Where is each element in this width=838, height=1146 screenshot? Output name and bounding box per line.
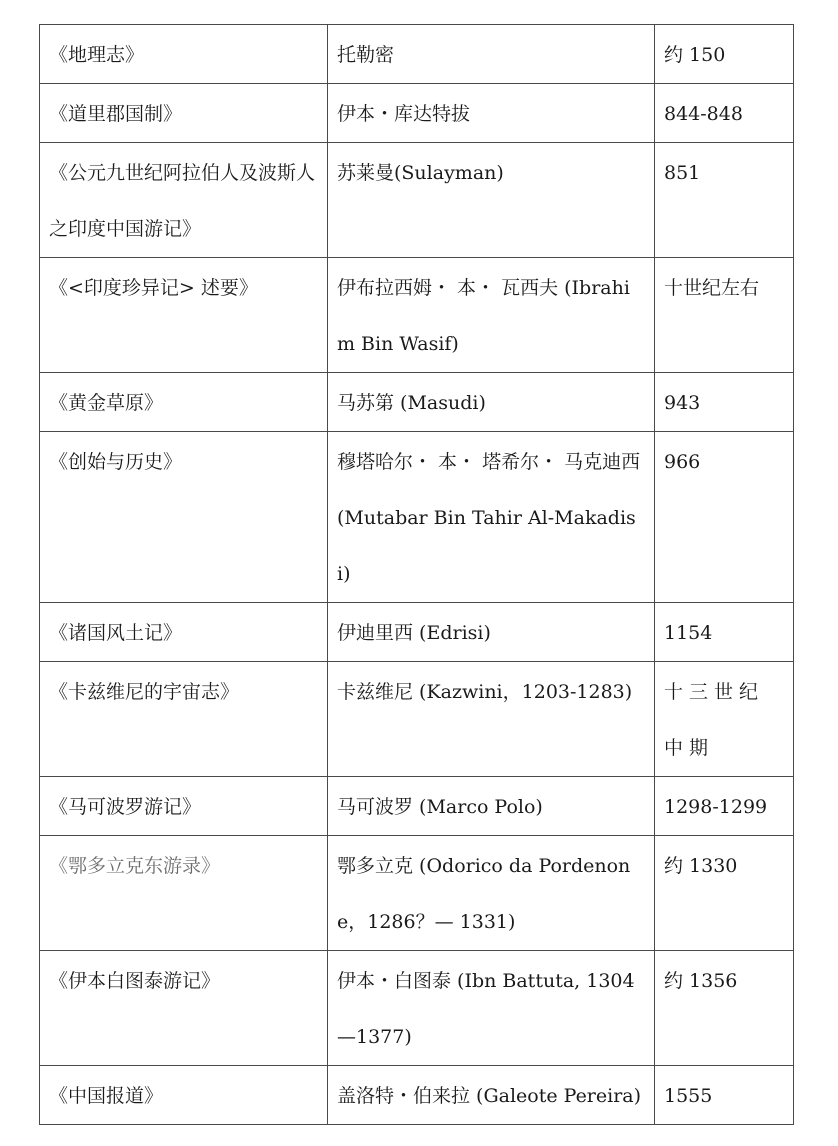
author-name: 伊本・白图泰 (Ibn Battuta, 1304—1377) bbox=[337, 970, 635, 1048]
work-title-cell bbox=[40, 258, 328, 373]
table-row bbox=[40, 1066, 794, 1125]
table-row bbox=[40, 777, 794, 836]
work-date: 约 1330 bbox=[664, 855, 738, 877]
work-title-cell bbox=[40, 84, 328, 143]
work-title: 《创始与历史》 bbox=[49, 451, 183, 473]
table-row bbox=[40, 603, 794, 662]
author-name: 苏莱曼(Sulayman) bbox=[337, 162, 504, 184]
date-cell bbox=[655, 603, 794, 662]
author-cell bbox=[328, 432, 655, 603]
author-cell bbox=[328, 951, 655, 1066]
author-cell bbox=[328, 1066, 655, 1125]
work-date: 1555 bbox=[664, 1085, 713, 1107]
date-cell bbox=[655, 258, 794, 373]
work-date: 1154 bbox=[664, 622, 713, 644]
work-title-cell bbox=[40, 432, 328, 603]
work-title: 《诸国风土记》 bbox=[49, 622, 183, 644]
work-date: 约 150 bbox=[664, 44, 726, 66]
author-cell bbox=[328, 603, 655, 662]
date-cell bbox=[655, 777, 794, 836]
date-cell bbox=[655, 25, 794, 84]
author-name: 鄂多立克 (Odorico da Pordenone，1286？— 1331) bbox=[337, 855, 631, 933]
author-name: 卡兹维尼 (Kazwini，1203-1283) bbox=[337, 681, 633, 703]
author-cell bbox=[328, 662, 655, 777]
date-cell bbox=[655, 84, 794, 143]
author-cell bbox=[328, 373, 655, 432]
author-name: 马苏第 (Masudi) bbox=[337, 392, 486, 414]
work-date: 十世纪左右 bbox=[664, 277, 760, 299]
work-title: 《鄂多立克东游录》 bbox=[49, 855, 221, 877]
work-title: 《伊本白图泰游记》 bbox=[49, 970, 221, 992]
work-title-cell bbox=[40, 836, 328, 951]
author-cell bbox=[328, 836, 655, 951]
work-date: 约 1356 bbox=[664, 970, 738, 992]
work-title: 《卡兹维尼的宇宙志》 bbox=[49, 681, 240, 703]
date-cell bbox=[655, 432, 794, 603]
date-cell bbox=[655, 1066, 794, 1125]
author-name: 伊迪里西 (Edrisi) bbox=[337, 622, 491, 644]
work-title-cell bbox=[40, 777, 328, 836]
work-date: 966 bbox=[664, 451, 701, 473]
author-name: 托勒密 bbox=[337, 44, 395, 66]
work-title-cell bbox=[40, 603, 328, 662]
table-row bbox=[40, 836, 794, 951]
author-cell bbox=[328, 143, 655, 258]
work-title-cell bbox=[40, 143, 328, 258]
works-table bbox=[39, 24, 794, 1125]
table-row bbox=[40, 258, 794, 373]
date-cell bbox=[655, 143, 794, 258]
author-name: 马可波罗 (Marco Polo) bbox=[337, 796, 543, 818]
author-name: 伊布拉西姆・ 本・ 瓦西夫 (Ibrahim Bin Wasif) bbox=[337, 277, 630, 355]
table-row bbox=[40, 951, 794, 1066]
work-date: 844-848 bbox=[664, 103, 743, 125]
work-title: 《公元九世纪阿拉伯人及波斯人之印度中国游记》 bbox=[49, 162, 316, 240]
work-title-cell bbox=[40, 1066, 328, 1125]
work-title-cell bbox=[40, 25, 328, 84]
work-date: 851 bbox=[664, 162, 701, 184]
work-date: 1298-1299 bbox=[664, 796, 768, 818]
work-title: 《马可波罗游记》 bbox=[49, 796, 202, 818]
work-date: 十三世纪中期 bbox=[664, 681, 765, 759]
table-row bbox=[40, 662, 794, 777]
author-cell bbox=[328, 258, 655, 373]
work-title: 《地理志》 bbox=[49, 44, 145, 66]
work-title: 《道里郡国制》 bbox=[49, 103, 183, 125]
work-title: 《中国报道》 bbox=[49, 1085, 164, 1107]
date-cell bbox=[655, 951, 794, 1066]
table-row bbox=[40, 432, 794, 603]
table-row bbox=[40, 373, 794, 432]
table-row bbox=[40, 84, 794, 143]
date-cell bbox=[655, 662, 794, 777]
work-title: 《<印度珍异记> 述要》 bbox=[49, 277, 258, 299]
work-title-cell bbox=[40, 951, 328, 1066]
work-title: 《黄金草原》 bbox=[49, 392, 164, 414]
author-cell bbox=[328, 777, 655, 836]
author-name: 盖洛特・伯来拉 (Galeote Pereira) bbox=[337, 1085, 642, 1107]
date-cell bbox=[655, 373, 794, 432]
author-cell bbox=[328, 25, 655, 84]
date-cell bbox=[655, 836, 794, 951]
work-title-cell bbox=[40, 662, 328, 777]
work-date: 943 bbox=[664, 392, 701, 414]
author-name: 穆塔哈尔・ 本・ 塔希尔・ 马克迪西 (Mutabar Bin Tahir Al-Makadisi) bbox=[337, 451, 641, 585]
table-row bbox=[40, 143, 794, 258]
table-row bbox=[40, 25, 794, 84]
author-name: 伊本・库达特拔 bbox=[337, 103, 471, 125]
work-title-cell bbox=[40, 373, 328, 432]
author-cell bbox=[328, 84, 655, 143]
